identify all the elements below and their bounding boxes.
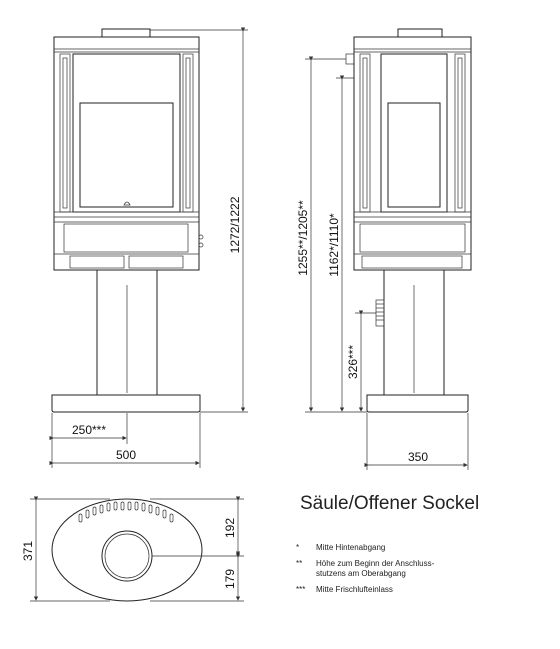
legend-mark: *** [296,585,306,594]
legend-text: Höhe zum Beginn der Anschluss- stutzens am Oberabgang [316,559,435,578]
side-depth-dimension [367,413,468,470]
legend-mark: * [296,543,300,552]
side-air-inlet-label: 326*** [346,344,360,380]
front-width-label: 500 [115,448,137,462]
side-depth-label: 350 [407,450,429,464]
legend-item [296,543,434,553]
brand-logo-icon [124,202,130,205]
legend [296,543,434,601]
legend-item [296,559,434,579]
drawing-title: Säule/Offener Sockel [300,493,480,514]
legend-text: Mitte Frischlufteinlass [316,585,393,594]
front-width-dimension [52,413,200,468]
top-depth-dimension [21,499,110,601]
top-rear-to-center-label: 192 [223,517,237,539]
front-air-inlet-label: 250*** [71,423,107,437]
front-view [52,29,203,412]
top-center-dimensions [150,499,244,601]
top-front-to-center-label: 179 [223,568,237,590]
side-view [346,29,471,412]
side-rear-outlet-label: 1162*/1110* [327,213,341,277]
front-height-label: 1272/1222 [228,196,242,254]
legend-mark: ** [296,559,303,568]
top-view [52,499,202,601]
legend-text: Mitte Hintenabgang [316,543,386,552]
front-air-inlet-dimension [53,413,127,444]
top-depth-label: 371 [21,540,35,562]
side-air-inlet-dimension [346,313,376,411]
legend-item [296,585,434,595]
side-total-height-label: 1255**/1205** [296,200,310,276]
